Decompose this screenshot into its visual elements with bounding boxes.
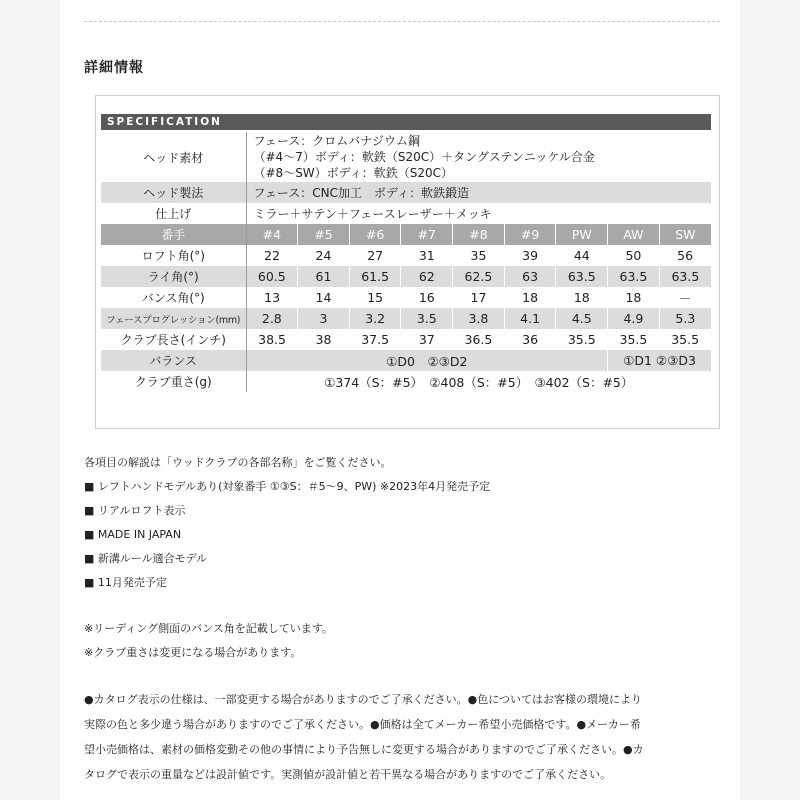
product-detail-page xyxy=(60,0,740,800)
cell: 3 xyxy=(298,308,350,329)
cell: 27 xyxy=(367,248,384,263)
balance-main: ①D0 ②③D2 xyxy=(246,350,608,371)
head-material-label: ヘッド素材 xyxy=(101,132,246,182)
cell: 63 xyxy=(504,266,556,287)
cell: 18 xyxy=(522,290,539,305)
cell: #7 xyxy=(401,224,453,245)
cell: 36 xyxy=(522,332,539,347)
finish-value: ミラー＋サテン＋フェースレーザー＋メッキ xyxy=(253,207,492,221)
row-length xyxy=(101,329,711,350)
cell: 60.5 xyxy=(246,266,298,287)
row-loft xyxy=(101,245,711,266)
row-finish xyxy=(101,203,711,224)
cell: 35.5 xyxy=(671,332,700,347)
balance-label: バランス xyxy=(101,350,246,371)
progression-label: フェースプログレッション(mm) xyxy=(101,308,246,329)
cell: 37 xyxy=(418,332,435,347)
length-label: クラブ長さ(インチ) xyxy=(101,329,246,350)
cell: 3.2 xyxy=(349,308,401,329)
head-material-line: （#4〜7）ボディ：軟鉄（S20C）＋タングステンニッケル合金 xyxy=(253,150,595,164)
disclaimer-line: ●カタログ表示の仕様は、一部変更する場合がありますのでご了承ください。●色についてはお客様の環境により xyxy=(84,693,642,706)
head-method-label: ヘッド製法 xyxy=(101,182,246,203)
cell: 36.5 xyxy=(464,332,493,347)
cell: 22 xyxy=(264,248,281,263)
cell: 31 xyxy=(418,248,435,263)
finish-label: 仕上げ xyxy=(101,203,246,224)
specification-table xyxy=(101,132,711,392)
weight-label: クラブ重さ(g) xyxy=(101,371,246,392)
cell: 35 xyxy=(470,248,487,263)
cell: #5 xyxy=(298,224,350,245)
cell: 61.5 xyxy=(349,266,401,287)
section-title: 詳細情報 xyxy=(84,60,144,76)
cell: #6 xyxy=(349,224,401,245)
cell: 38.5 xyxy=(258,332,286,347)
bullet-item: ■ リアルロフト表示 xyxy=(84,504,186,517)
bullet-item: ■ MADE IN JAPAN xyxy=(84,528,182,541)
head-material-value xyxy=(246,132,711,182)
balance-wedge: ①D1 ②③D3 xyxy=(608,350,711,371)
disclaimer-line: タログで表示の重量などは設計値です。実測値が設計値と若干異なる場合がありますのでご了承ください。 xyxy=(84,768,612,781)
number-label: 番手 xyxy=(101,224,246,245)
head-method-value: フェース：CNC加工 ボディ：軟鉄鍛造 xyxy=(246,182,711,203)
cell: 35.5 xyxy=(567,332,596,347)
cell: 4.1 xyxy=(504,308,556,329)
cell: 39 xyxy=(522,248,539,263)
cell: 56 xyxy=(677,248,694,263)
cell: 44 xyxy=(573,248,590,263)
cell: 16 xyxy=(418,290,435,305)
bullet-item: ■ レフトハンドモデルあり(対象番手 ①③S：＃5〜9、PW) ※2023年4月発売予定 xyxy=(84,480,491,493)
bullet-item: ■ 新溝ルール適合モデル xyxy=(84,552,208,565)
row-weight xyxy=(101,371,711,392)
specification-header: SPECIFICATION xyxy=(101,114,711,130)
cell: 13 xyxy=(264,290,281,305)
row-bounce xyxy=(101,287,711,308)
cell: 5.3 xyxy=(659,308,711,329)
cell: 63.5 xyxy=(556,266,608,287)
cell: 14 xyxy=(315,290,332,305)
cell: 18 xyxy=(573,290,590,305)
disclaimer-line: 実際の色と多少違う場合がありますのでご了承ください。●価格は全てメーカー希望小売価格です。●メーカー希 xyxy=(84,718,641,731)
cell: 63.5 xyxy=(608,266,660,287)
cell: 35.5 xyxy=(619,332,648,347)
cell: － xyxy=(678,290,692,306)
cell: #8 xyxy=(453,224,505,245)
cell: 2.8 xyxy=(246,308,298,329)
cell: 37.5 xyxy=(361,332,390,347)
notes-intro: 各項目の解説は「ウッドクラブの各部名称」をご覧ください。 xyxy=(84,456,392,469)
notes xyxy=(84,451,720,787)
cell: 63.5 xyxy=(659,266,711,287)
row-progression xyxy=(101,308,711,329)
row-head-material xyxy=(101,132,711,182)
divider xyxy=(84,21,720,22)
loft-label: ロフト角(°) xyxy=(101,245,246,266)
cell: 15 xyxy=(367,290,384,305)
cell: 38 xyxy=(315,332,332,347)
cell: PW xyxy=(556,224,608,245)
cell: 24 xyxy=(315,248,332,263)
cell: AW xyxy=(608,224,660,245)
cell: 17 xyxy=(470,290,487,305)
cell: #9 xyxy=(504,224,556,245)
lie-label: ライ角(°) xyxy=(101,266,246,287)
bounce-label: バンス角(°) xyxy=(101,287,246,308)
cell: 62 xyxy=(401,266,453,287)
weight-value: ①374（S：#5） ②408（S：#5） ③402（S：#5） xyxy=(324,374,634,390)
row-number xyxy=(101,224,711,245)
cell: 50 xyxy=(625,248,642,263)
head-material-line: （#8〜SW）ボディ：軟鉄（S20C） xyxy=(253,166,453,180)
row-head-method xyxy=(101,182,711,203)
remark-item: ※リーディング側面のバンス角を記載しています。 xyxy=(84,622,333,635)
cell: #4 xyxy=(246,224,298,245)
cell: 62.5 xyxy=(453,266,505,287)
cell: 4.9 xyxy=(608,308,660,329)
cell: SW xyxy=(659,224,711,245)
cell: 3.8 xyxy=(453,308,505,329)
cell: 61 xyxy=(298,266,350,287)
row-lie xyxy=(101,266,711,287)
cell: 18 xyxy=(625,290,642,305)
specification-box xyxy=(95,95,720,429)
cell: 3.5 xyxy=(401,308,453,329)
remark-item: ※クラブ重さは変更になる場合があります。 xyxy=(84,646,302,659)
head-material-line: フェース：クロムバナジウム鋼 xyxy=(253,134,420,148)
disclaimer-line: 望小売価格は、素材の価格変動その他の事情により予告無しに変更する場合がありますのでご了承ください。●カ xyxy=(84,743,644,756)
row-balance xyxy=(101,350,711,371)
bullet-item: ■ 11月発売予定 xyxy=(84,576,167,589)
cell: 4.5 xyxy=(556,308,608,329)
